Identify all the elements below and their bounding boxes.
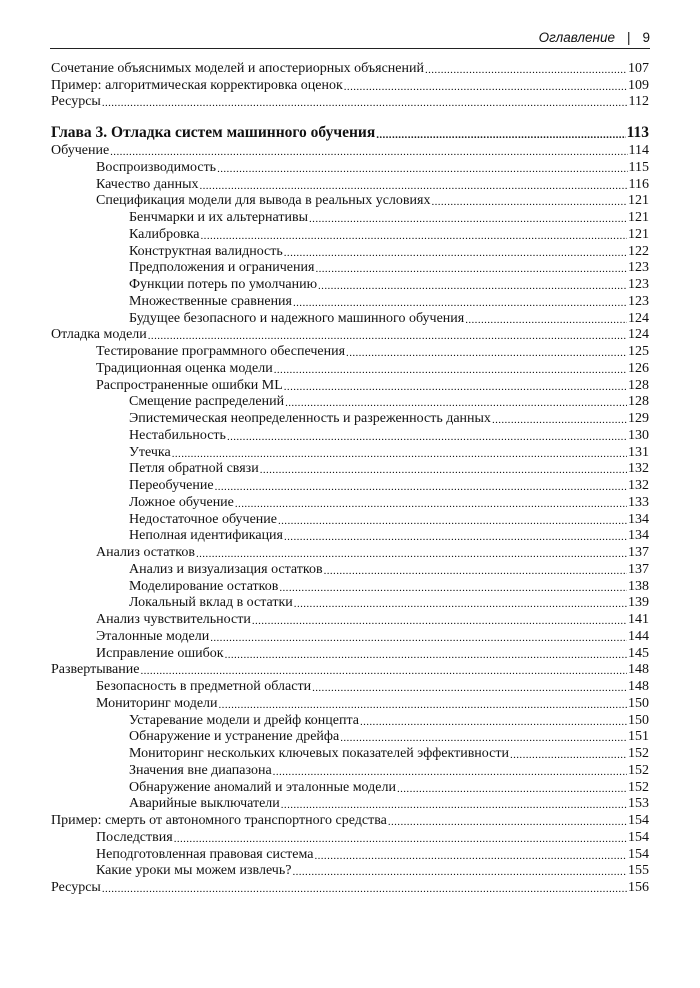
toc-entry[interactable] [51,310,649,327]
toc-chapter-entry[interactable] [51,123,649,142]
toc-entry-title: Утечка [129,444,171,460]
toc-entry-title: Последствия [96,829,173,845]
dot-leader [227,431,627,444]
toc-entry-title: Тестирование программного обеспечения [96,344,346,359]
toc-entry[interactable] [51,176,649,193]
toc-entry[interactable] [51,762,649,779]
toc-entry-page: 128 [628,394,649,410]
toc-entry[interactable] [51,595,649,612]
dot-leader [284,247,627,260]
toc-entry-page: 121 [628,226,649,242]
toc-entry-page: 139 [628,595,649,611]
dot-leader [274,364,627,377]
toc-entry[interactable] [51,494,649,511]
dot-leader [110,146,627,159]
toc-entry[interactable] [51,226,649,243]
header-separator: | [626,30,631,45]
toc-entry[interactable] [51,410,649,427]
toc-entry-title: Мониторинг модели [96,695,218,711]
toc-entry-title: Анализ остатков [96,545,195,560]
toc-entry-title: Мониторинг нескольких ключевых показателей эффективности [129,746,509,761]
dot-leader [344,81,627,94]
dot-leader [102,97,628,110]
toc-entry-page: 123 [628,260,649,276]
toc-entry-page: 145 [628,645,649,661]
toc-entry[interactable] [51,77,649,94]
toc-entry-title: Анализ чувствительности [96,612,251,627]
dot-leader [215,481,627,494]
toc-entry-page: 152 [628,746,649,761]
toc-entry-title: Исправление ошибок [96,645,224,661]
toc-entry-page: 152 [628,762,649,778]
toc-entry-title: Неполная идентификация [129,528,283,544]
toc-entry[interactable] [51,444,649,461]
dot-leader [294,598,627,611]
dot-leader [235,498,627,511]
toc-entry-page: 107 [628,60,649,76]
toc-entry-title: Развертывание [51,662,140,678]
toc-entry-page: 154 [628,829,649,845]
dot-leader [314,850,627,863]
toc-entry[interactable] [51,662,649,679]
header-text [539,30,650,45]
toc-entry[interactable] [51,511,649,528]
toc-entry-page: 131 [628,444,649,460]
toc-entry-page: 132 [628,461,649,477]
toc-entry-title: Предположения и ограничения [129,260,315,276]
toc-entry-title: Ложное обучение [129,494,234,510]
toc-entry[interactable] [51,779,649,796]
toc-entry-page: 156 [628,880,649,895]
toc-entry-title: Воспроизводимость [96,159,217,175]
toc-entry[interactable] [51,695,649,712]
toc-entry[interactable] [51,260,649,277]
toc-entry[interactable] [51,60,649,77]
dot-leader [340,732,627,745]
toc-entry[interactable] [51,193,649,210]
toc-entry-page: 128 [628,377,649,393]
dot-leader [174,833,627,846]
toc-entry[interactable] [51,293,649,310]
toc-entry[interactable] [51,142,649,159]
toc-entry[interactable] [51,209,649,226]
toc-entry-page: 109 [628,77,649,93]
toc-entry-title: Ресурсы [51,880,101,895]
toc-entry[interactable] [51,812,649,829]
toc-entry-page: 154 [628,846,649,862]
toc-entry-page: 138 [628,578,649,594]
toc-entry-page: 153 [628,796,649,812]
toc-entry[interactable] [51,796,649,813]
dot-leader [431,196,627,209]
toc-entry[interactable] [51,561,649,578]
toc-entry[interactable] [51,712,649,729]
toc-entry[interactable] [51,360,649,377]
toc-entry-title: Спецификация модели для вывода в реальных условиях [96,193,431,209]
toc-entry-page: 122 [628,243,649,259]
toc-entry-title: Устаревание модели и дрейф концепта [129,712,359,728]
toc-entry-page: 115 [628,159,649,175]
toc-entry-title: Пример: алгоритмическая корректировка оценок [51,77,343,93]
toc-entry-title: Значения вне диапазона [129,762,272,778]
toc-entry-title: Анализ и визуализация остатков [129,561,323,577]
toc-entry-page: 154 [628,813,649,828]
table-of-contents [51,60,649,896]
toc-entry[interactable] [51,461,649,478]
toc-entry-page: 124 [628,310,649,326]
toc-entry-title: Недостаточное обучение [129,511,277,527]
toc-entry-page: 151 [628,729,649,745]
toc-entry[interactable] [51,628,649,645]
toc-entry[interactable] [51,94,649,111]
toc-entry-page: 148 [628,679,649,694]
dot-leader [199,180,627,193]
dot-leader [284,381,627,394]
toc-entry[interactable] [51,327,649,344]
toc-entry-page: 113 [626,124,649,142]
toc-entry-page: 121 [628,210,649,225]
toc-entry-title: Обучение [51,143,110,158]
toc-entry-page: 152 [628,779,649,795]
toc-entry[interactable] [51,879,649,896]
dot-leader [279,582,627,595]
toc-entry-page: 141 [628,612,649,627]
toc-entry-title: Распространенные ошибки ML [96,377,283,393]
dot-leader [292,866,627,879]
dot-leader [510,749,627,762]
toc-entry-page: 132 [628,478,649,493]
toc-entry[interactable] [51,427,649,444]
dot-leader [140,665,627,678]
toc-entry-title: Качество данных [96,176,199,192]
toc-entry[interactable] [51,544,649,561]
toc-entry[interactable] [51,611,649,628]
toc-entry-page: 137 [628,545,649,560]
dot-leader [312,682,627,695]
toc-entry-title: Конструктная валидность [129,243,283,259]
dot-leader [360,716,627,729]
dot-leader [148,330,627,343]
toc-entry-title: Сочетание объяснимых моделей и апостериорных объяснений [51,60,424,76]
toc-entry-page: 121 [628,193,649,209]
toc-entry-page: 150 [628,695,649,711]
toc-entry-page: 133 [628,494,649,510]
toc-entry-page: 125 [628,344,649,359]
toc-entry[interactable] [51,645,649,662]
toc-entry-title: Аварийные выключатели [129,796,280,812]
toc-entry-page: 144 [628,628,649,644]
toc-entry[interactable] [51,343,649,360]
toc-entry-page: 134 [628,528,649,544]
toc-entry-title: Ресурсы [51,94,101,110]
header-title: Оглавление [538,30,615,45]
dot-leader [425,64,627,77]
toc-entry-title: Безопасность в предметной области [96,679,312,694]
toc-entry-page: 129 [628,411,649,426]
dot-leader [318,280,627,293]
dot-leader [492,414,627,427]
toc-entry-title: Пример: смерть от автономного транспортного средства [51,813,387,828]
toc-entry-title: Бенчмарки и их альтернативы [129,210,309,225]
dot-leader [102,883,627,896]
dot-leader [315,263,627,276]
toc-entry-title: Нестабильность [129,427,226,443]
dot-leader [260,464,627,477]
dot-leader [388,816,627,829]
toc-entry-title: Эпистемическая неопределенность и разреженность данных [129,411,491,426]
toc-entry[interactable] [51,377,649,394]
toc-entry[interactable] [51,678,649,695]
toc-entry[interactable] [51,528,649,545]
toc-entry-page: 134 [628,511,649,527]
toc-entry-title: Будущее безопасного и надежного машинного обучения [129,310,465,326]
toc-entry-title: Глава 3. Отладка систем машинного обучения [51,124,376,142]
toc-entry-page: 155 [628,863,649,879]
toc-entry[interactable] [51,159,649,176]
toc-entry-title: Эталонные модели [96,628,210,644]
dot-leader [284,531,627,544]
toc-entry-title: Моделирование остатков [129,578,279,594]
toc-entry-page: 123 [628,277,649,292]
toc-entry-title: Функции потерь по умолчанию [129,277,318,292]
toc-entry-title: Какие уроки мы можем извлечь? [96,863,292,879]
toc-entry-page: 124 [628,327,649,343]
toc-entry-page: 112 [628,94,649,110]
toc-entry[interactable] [51,745,649,762]
toc-entry-page: 123 [628,293,649,309]
toc-entry-title: Переобучение [129,478,214,493]
toc-entry[interactable] [51,729,649,746]
toc-entry-title: Неподготовленная правовая система [96,846,314,862]
toc-entry-page: 150 [628,712,649,728]
dot-leader [217,163,627,176]
dot-leader [346,347,627,360]
toc-entry-title: Обнаружение и устранение дрейфа [129,729,340,745]
toc-entry[interactable] [51,863,649,880]
toc-entry-page: 114 [628,143,649,158]
toc-entry-title: Обнаружение аномалий и эталонные модели [129,779,396,795]
toc-entry-title: Традиционная оценка модели [96,360,273,376]
dot-leader [273,766,627,779]
toc-entry-title: Смещение распределений [129,394,285,410]
dot-leader [293,297,627,310]
toc-entry[interactable] [51,846,649,863]
dot-leader [285,397,627,410]
toc-entry-title: Локальный вклад в остатки [129,595,293,611]
dot-leader [397,783,627,796]
dot-leader [172,448,627,461]
running-header [50,28,650,49]
toc-entry[interactable] [51,477,649,494]
dot-leader [376,129,625,142]
toc-entry-title: Калибровка [129,226,200,242]
dot-leader [196,548,627,561]
dot-leader [281,799,627,812]
dot-leader [210,632,627,645]
dot-leader [201,230,627,243]
toc-entry-page: 126 [628,360,649,376]
toc-entry[interactable] [51,829,649,846]
toc-entry-title: Множественные сравнения [129,293,292,309]
toc-entry-page: 116 [628,176,649,192]
toc-entry-title: Петля обратной связи [129,461,259,477]
toc-entry[interactable] [51,276,649,293]
dot-leader [219,699,627,712]
toc-entry-title: Отладка модели [51,327,147,343]
dot-leader [324,565,627,578]
toc-entry-page: 148 [628,662,649,678]
toc-entry[interactable] [51,394,649,411]
toc-entry-page: 137 [628,561,649,577]
dot-leader [252,615,627,628]
dot-leader [225,649,627,662]
dot-leader [278,515,627,528]
toc-entry[interactable] [51,243,649,260]
dot-leader [465,314,627,327]
header-page-number: 9 [642,30,650,45]
dot-leader [309,213,627,226]
toc-entry[interactable] [51,578,649,595]
toc-entry-page: 130 [628,427,649,443]
